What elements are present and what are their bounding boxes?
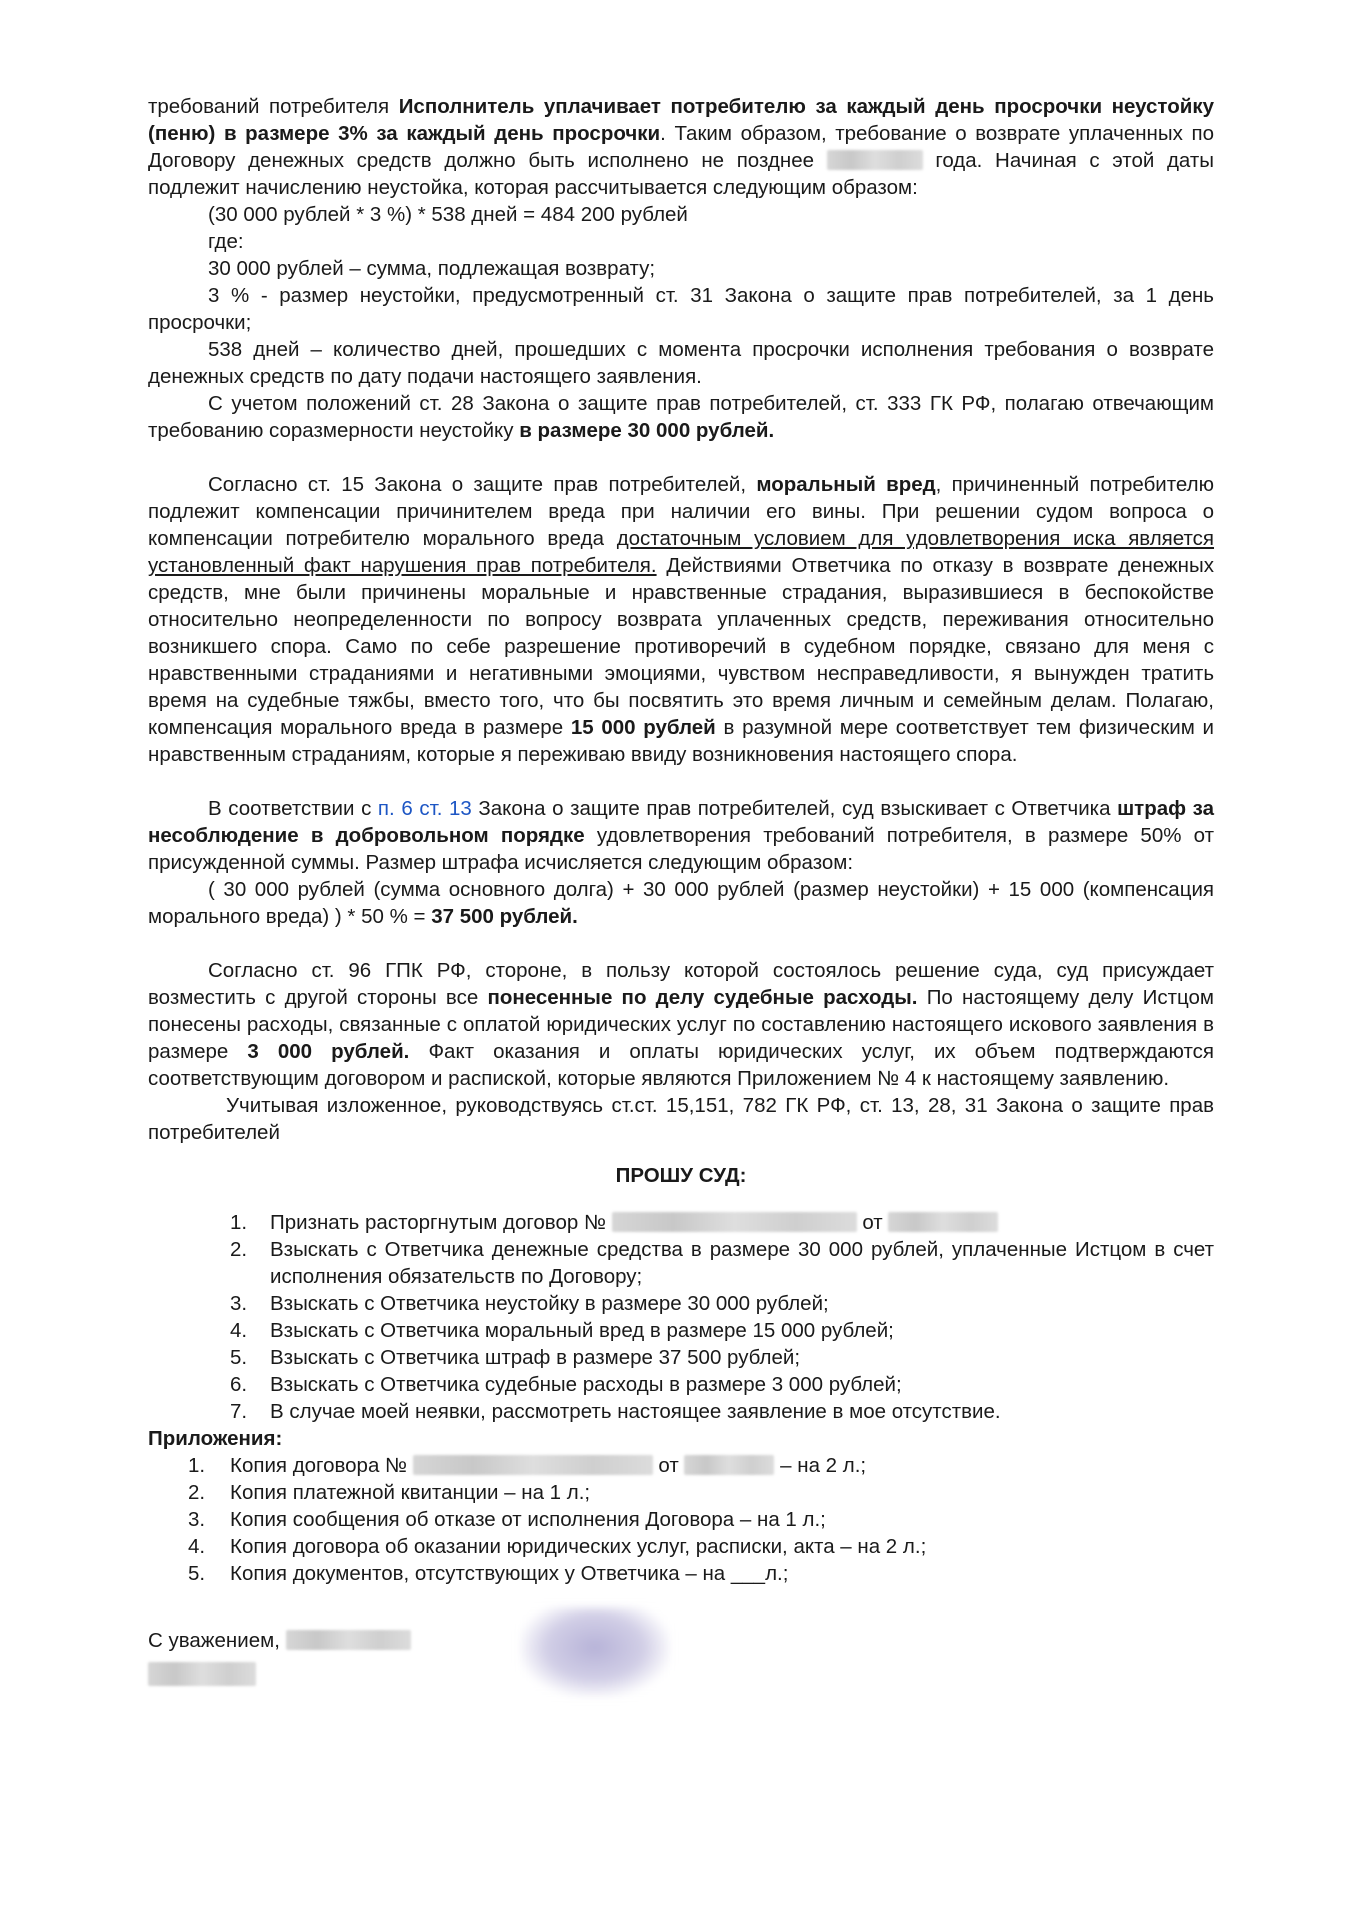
text: Согласно ст. 96 ГПК РФ, стороне, в пользу которой состоялось решение суда, суд присуждает возместить с другой стороны все <box>148 959 1214 1009</box>
bold-text: понесенные по делу судебные расходы. <box>487 986 918 1009</box>
item-number: 5. <box>188 1562 206 1585</box>
list-item <box>148 1533 1214 1560</box>
list-item <box>148 1317 1214 1344</box>
text: Взыскать с Ответчика денежные средства в размере 30 000 рублей, уплаченные Истцом в счет исполнения обязательств по Договору; <box>270 1238 1214 1288</box>
bold-text: Исполнитель уплачивает потребителю за каждый день просрочки неустойку (пеню) в размере 3% за каждый день просрочки <box>148 95 1214 145</box>
text: По настоящему делу Истцом понесены расходы, связанные с оплатой юридических услуг по составлению настоящего искового заявления в размере <box>148 986 1214 1063</box>
definition-3: 538 дней – количество дней, прошедших с момента просрочки исполнения требования о возврате денежных средств по дату подачи настоящего заявления. <box>148 338 1214 388</box>
text: Действиями Ответчика по отказу в возврате денежных средств, мне были причинены моральные и нравственные страдания, выразившиеся в беспокойстве относительно неопределенности по вопросу возврата уплаченных средств, переживания относительно возникшего спора. Само по себе разрешение противоречий в судебном порядке, связано для меня с нравственными страданиями и негативными эмоциями, чувством несправедливости, я вынужден тратить время на судебные тяжбы, вместо того, что бы посвятить это время личным и семейным делам. Полагаю, компенсация морального вреда в размере <box>148 554 1214 739</box>
item-number: 4. <box>188 1535 206 1558</box>
underlined-text: достаточным условием для удовлетворения иска является установленный факт нарушения прав потребителя. <box>148 527 1215 577</box>
paragraph-fine <box>148 795 1214 876</box>
text: В случае моей неявки, рассмотреть настоящее заявление в мое отсутствие. <box>270 1400 1001 1423</box>
law-link-st13[interactable]: ст. 13 <box>419 797 472 820</box>
text: от <box>652 1454 685 1477</box>
item-number: 1. <box>230 1211 248 1234</box>
text: Копия платежной квитанции – на 1 л.; <box>230 1481 591 1504</box>
list-item <box>148 1290 1214 1317</box>
text: Копия договора об оказании юридических услуг, расписки, акта – на 2 л.; <box>230 1535 927 1558</box>
paragraph-proportionality <box>148 390 1214 444</box>
definition-2: 3 % - размер неустойки, предусмотренный ст. 31 Закона о защите прав потребителей, за 1 день просрочки; <box>148 284 1214 334</box>
document-body <box>148 93 1214 1707</box>
text: В соответствии с <box>208 797 378 820</box>
definition-1: 30 000 рублей – сумма, подлежащая возврату; <box>208 257 656 280</box>
text: С учетом положений ст. 28 Закона о защите прав потребителей, ст. 333 ГК РФ, полагаю отвечающим требованию соразмерности неустойку <box>148 392 1214 442</box>
text: Взыскать с Ответчика штраф в размере 37 500 рублей; <box>270 1346 801 1369</box>
text: , причиненный потребителю подлежит компенсации причинителем вреда при наличии его вины. При решении судом вопроса о компенсации потребителю морального вреда <box>148 473 1214 550</box>
paragraph-penalty-intro <box>148 93 1214 201</box>
redacted-name <box>286 1630 411 1650</box>
item-number: 3. <box>230 1292 248 1315</box>
text: Копия сообщения об отказе от исполнения Договора – на 1 л.; <box>230 1508 826 1531</box>
text: Взыскать с Ответчика судебные расходы в размере 3 000 рублей; <box>270 1373 902 1396</box>
calc-penalty: (30 000 рублей * 3 %) * 538 дней = 484 200 рублей <box>208 203 688 226</box>
list-item <box>148 1398 1214 1425</box>
list-item <box>148 1452 1214 1479</box>
redacted-contract-date <box>684 1455 774 1475</box>
bold-text: 15 000 рублей <box>570 716 716 739</box>
list-item <box>148 1236 1214 1290</box>
where-label: где: <box>208 230 244 253</box>
bold-text: 37 500 рублей. <box>431 905 578 928</box>
text: Взыскать с Ответчика моральный вред в размере 15 000 рублей; <box>270 1319 894 1342</box>
item-number: 5. <box>230 1346 248 1369</box>
list-item <box>148 1344 1214 1371</box>
redacted-date <box>827 150 923 170</box>
text: . Таким образом, требование о возврате уплаченных по Договору денежных средств должно быть исполнено не позднее <box>148 122 1214 172</box>
item-number: 7. <box>230 1400 248 1423</box>
text: – на 2 л.; <box>774 1454 867 1477</box>
calc-fine <box>148 876 1214 930</box>
text: требований потребителя <box>148 95 399 118</box>
request-heading: ПРОШУ СУД: <box>615 1164 747 1187</box>
text: ( 30 000 рублей (сумма основного долга) + 30 000 рублей (размер неустойки) + 15 000 (компенсация морального вреда) ) * 50 % = <box>148 878 1214 928</box>
text: в разумной мере соответствует тем физическим и нравственным страданиям, которые я переживаю ввиду возникновения настоящего спора. <box>148 716 1214 766</box>
paragraph-legal-costs <box>148 957 1214 1092</box>
bold-text: моральный вред <box>756 473 936 496</box>
text: удовлетворения требований потребителя, в размере 50% от присужденной суммы. Размер штрафа исчисляется следующим образом: <box>148 824 1214 874</box>
list-item <box>148 1560 1214 1587</box>
text: года. Начиная с этой даты подлежит начислению неустойка, которая рассчитывается следующим образом: <box>148 149 1214 199</box>
signature-block <box>148 1627 1214 1707</box>
redacted-contract-date <box>888 1212 998 1232</box>
attachments-label: Приложения: <box>148 1427 283 1450</box>
text: Признать расторгнутым договор № <box>270 1211 612 1234</box>
redacted-signature <box>520 1607 670 1697</box>
text: Копия документов, отсутствующих у Ответчика – на ___л.; <box>230 1562 789 1585</box>
text: Согласно ст. 15 Закона о защите прав потребителей, <box>208 473 757 496</box>
list-item <box>148 1209 1214 1236</box>
list-item <box>148 1506 1214 1533</box>
paragraph-moral-damage <box>148 471 1214 768</box>
item-number: 2. <box>188 1481 206 1504</box>
item-number: 4. <box>230 1319 248 1342</box>
bold-text: 3 000 рублей. <box>247 1040 410 1063</box>
redacted-contract-number <box>413 1455 653 1475</box>
redacted-initials-row <box>148 1662 1214 1690</box>
bold-text: в размере 30 000 рублей. <box>519 419 775 442</box>
claims-list <box>148 1209 1214 1425</box>
closing-text: С уважением, <box>148 1629 286 1652</box>
bold-text: штраф за несоблюдение в добровольном порядке <box>148 797 1214 847</box>
redacted-initials <box>148 1662 256 1686</box>
item-number: 6. <box>230 1373 248 1396</box>
text: Факт оказания и оплаты юридических услуг, их объем подтверждаются соответствующим договором и распиской, которые являются Приложением № 4 к настоящему заявлению. <box>148 1040 1214 1090</box>
text: Закона о защите прав потребителей, суд взыскивает с Ответчика <box>471 797 1118 820</box>
law-link-p6[interactable]: п. 6 <box>377 797 413 820</box>
paragraph-basis: Учитывая изложенное, руководствуясь ст.ст. 15,151, 782 ГК РФ, ст. 13, 28, 31 Закона о защите прав потребителей <box>148 1094 1214 1144</box>
item-number: 2. <box>230 1238 248 1261</box>
list-item <box>148 1371 1214 1398</box>
text: Копия договора № <box>230 1454 413 1477</box>
text: Взыскать с Ответчика неустойку в размере 30 000 рублей; <box>270 1292 829 1315</box>
item-number: 3. <box>188 1508 206 1531</box>
redacted-contract-number <box>612 1212 857 1232</box>
attachments-list <box>148 1452 1214 1587</box>
list-item <box>148 1479 1214 1506</box>
item-number: 1. <box>188 1454 206 1477</box>
text: от <box>856 1211 889 1234</box>
